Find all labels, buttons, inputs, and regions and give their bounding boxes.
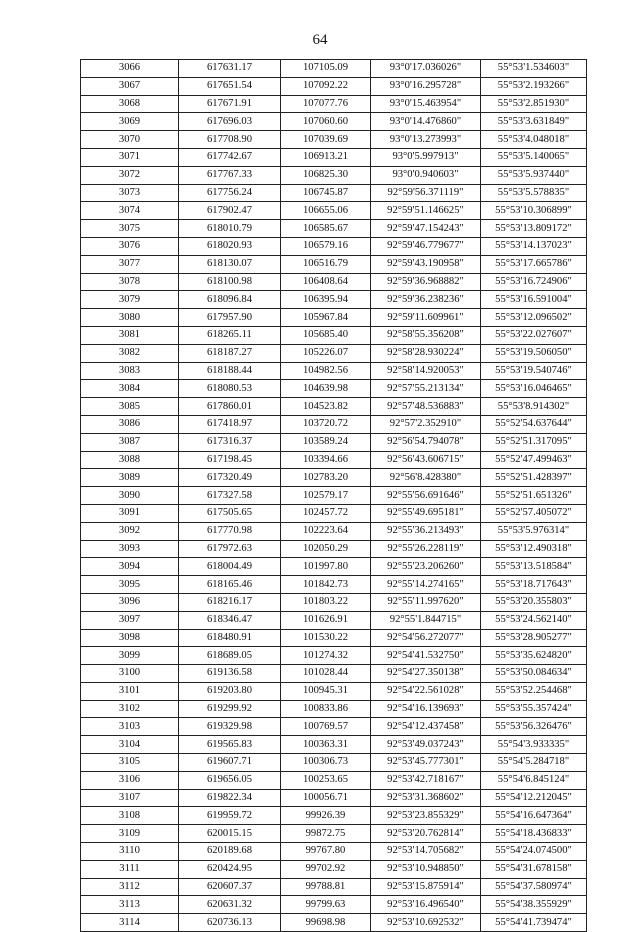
y-coordinate-cell: 102457.72 bbox=[281, 504, 371, 522]
longitude-cell: 92°53'15.875914" bbox=[371, 878, 481, 896]
table-row bbox=[81, 807, 587, 825]
latitude-cell: 55°52'57.405072" bbox=[481, 504, 587, 522]
point-number-cell: 3077 bbox=[81, 255, 179, 273]
latitude-cell: 55°54'37.580974" bbox=[481, 878, 587, 896]
table-row bbox=[81, 771, 587, 789]
x-coordinate-cell: 617756.24 bbox=[179, 184, 281, 202]
latitude-cell: 55°53'19.540746" bbox=[481, 362, 587, 380]
latitude-cell: 55°53'4.048018" bbox=[481, 131, 587, 149]
longitude-cell: 92°53'45.777301" bbox=[371, 754, 481, 772]
table-row bbox=[81, 700, 587, 718]
y-coordinate-cell: 106408.64 bbox=[281, 273, 371, 291]
y-coordinate-cell: 106585.67 bbox=[281, 220, 371, 238]
x-coordinate-cell: 618080.53 bbox=[179, 380, 281, 398]
x-coordinate-cell: 620631.32 bbox=[179, 896, 281, 914]
longitude-cell: 92°57'55.213134" bbox=[371, 380, 481, 398]
longitude-cell: 93°0'5.997913" bbox=[371, 148, 481, 166]
table-row bbox=[81, 593, 587, 611]
point-number-cell: 3073 bbox=[81, 184, 179, 202]
point-number-cell: 3080 bbox=[81, 309, 179, 327]
table-row bbox=[81, 825, 587, 843]
point-number-cell: 3103 bbox=[81, 718, 179, 736]
x-coordinate-cell: 618100.98 bbox=[179, 273, 281, 291]
x-coordinate-cell: 617770.98 bbox=[179, 522, 281, 540]
coordinates-table-body bbox=[81, 60, 587, 932]
latitude-cell: 55°53'10.306899" bbox=[481, 202, 587, 220]
x-coordinate-cell: 617696.03 bbox=[179, 113, 281, 131]
y-coordinate-cell: 106395.94 bbox=[281, 291, 371, 309]
y-coordinate-cell: 106655.06 bbox=[281, 202, 371, 220]
x-coordinate-cell: 619329.98 bbox=[179, 718, 281, 736]
longitude-cell: 93°0'14.476860" bbox=[371, 113, 481, 131]
longitude-cell: 93°0'13.273993" bbox=[371, 131, 481, 149]
longitude-cell: 93°0'15.463954" bbox=[371, 95, 481, 113]
x-coordinate-cell: 619822.34 bbox=[179, 789, 281, 807]
latitude-cell: 55°53'56.326476" bbox=[481, 718, 587, 736]
latitude-cell: 55°54'12.212045" bbox=[481, 789, 587, 807]
longitude-cell: 92°58'28.930224" bbox=[371, 344, 481, 362]
y-coordinate-cell: 100363.31 bbox=[281, 736, 371, 754]
table-row bbox=[81, 558, 587, 576]
point-number-cell: 3098 bbox=[81, 629, 179, 647]
point-number-cell: 3107 bbox=[81, 789, 179, 807]
point-number-cell: 3085 bbox=[81, 398, 179, 416]
point-number-cell: 3069 bbox=[81, 113, 179, 131]
x-coordinate-cell: 618010.79 bbox=[179, 220, 281, 238]
table-row bbox=[81, 309, 587, 327]
x-coordinate-cell: 620189.68 bbox=[179, 843, 281, 861]
table-row bbox=[81, 255, 587, 273]
y-coordinate-cell: 103720.72 bbox=[281, 415, 371, 433]
table-row bbox=[81, 540, 587, 558]
x-coordinate-cell: 618165.46 bbox=[179, 576, 281, 594]
latitude-cell: 55°54'16.647364" bbox=[481, 807, 587, 825]
longitude-cell: 93°0'0.940603" bbox=[371, 166, 481, 184]
table-row bbox=[81, 291, 587, 309]
x-coordinate-cell: 617505.65 bbox=[179, 504, 281, 522]
y-coordinate-cell: 100769.57 bbox=[281, 718, 371, 736]
table-row bbox=[81, 754, 587, 772]
x-coordinate-cell: 620015.15 bbox=[179, 825, 281, 843]
longitude-cell: 92°57'48.536883" bbox=[371, 398, 481, 416]
latitude-cell: 55°53'20.355803" bbox=[481, 593, 587, 611]
x-coordinate-cell: 617902.47 bbox=[179, 202, 281, 220]
latitude-cell: 55°53'16.046465" bbox=[481, 380, 587, 398]
table-row bbox=[81, 166, 587, 184]
y-coordinate-cell: 99788.81 bbox=[281, 878, 371, 896]
y-coordinate-cell: 102579.17 bbox=[281, 487, 371, 505]
table-row bbox=[81, 362, 587, 380]
longitude-cell: 92°59'11.609961" bbox=[371, 309, 481, 327]
point-number-cell: 3096 bbox=[81, 593, 179, 611]
latitude-cell: 55°52'47.499463" bbox=[481, 451, 587, 469]
latitude-cell: 55°53'8.914302" bbox=[481, 398, 587, 416]
point-number-cell: 3095 bbox=[81, 576, 179, 594]
latitude-cell: 55°53'5.140065" bbox=[481, 148, 587, 166]
longitude-cell: 92°55'23.206260" bbox=[371, 558, 481, 576]
latitude-cell: 55°53'14.137023" bbox=[481, 237, 587, 255]
y-coordinate-cell: 99926.39 bbox=[281, 807, 371, 825]
point-number-cell: 3066 bbox=[81, 60, 179, 78]
latitude-cell: 55°53'13.809172" bbox=[481, 220, 587, 238]
point-number-cell: 3109 bbox=[81, 825, 179, 843]
x-coordinate-cell: 620424.95 bbox=[179, 860, 281, 878]
longitude-cell: 92°54'16.139693" bbox=[371, 700, 481, 718]
x-coordinate-cell: 618096.84 bbox=[179, 291, 281, 309]
x-coordinate-cell: 618020.93 bbox=[179, 237, 281, 255]
longitude-cell: 92°57'2.352910" bbox=[371, 415, 481, 433]
point-number-cell: 3081 bbox=[81, 326, 179, 344]
y-coordinate-cell: 101842.73 bbox=[281, 576, 371, 594]
x-coordinate-cell: 618480.91 bbox=[179, 629, 281, 647]
x-coordinate-cell: 617671.91 bbox=[179, 95, 281, 113]
y-coordinate-cell: 99702.92 bbox=[281, 860, 371, 878]
latitude-cell: 55°52'51.651326" bbox=[481, 487, 587, 505]
x-coordinate-cell: 620736.13 bbox=[179, 914, 281, 932]
point-number-cell: 3093 bbox=[81, 540, 179, 558]
longitude-cell: 92°53'23.855329" bbox=[371, 807, 481, 825]
longitude-cell: 92°54'41.532750" bbox=[371, 647, 481, 665]
table-row bbox=[81, 344, 587, 362]
latitude-cell: 55°52'51.317095" bbox=[481, 433, 587, 451]
y-coordinate-cell: 99698.98 bbox=[281, 914, 371, 932]
point-number-cell: 3072 bbox=[81, 166, 179, 184]
point-number-cell: 3099 bbox=[81, 647, 179, 665]
table-row bbox=[81, 504, 587, 522]
latitude-cell: 55°54'5.284718" bbox=[481, 754, 587, 772]
y-coordinate-cell: 102050.29 bbox=[281, 540, 371, 558]
y-coordinate-cell: 106825.30 bbox=[281, 166, 371, 184]
longitude-cell: 92°56'43.606715" bbox=[371, 451, 481, 469]
point-number-cell: 3086 bbox=[81, 415, 179, 433]
y-coordinate-cell: 100833.86 bbox=[281, 700, 371, 718]
point-number-cell: 3074 bbox=[81, 202, 179, 220]
latitude-cell: 55°54'38.355929" bbox=[481, 896, 587, 914]
y-coordinate-cell: 106516.79 bbox=[281, 255, 371, 273]
point-number-cell: 3082 bbox=[81, 344, 179, 362]
y-coordinate-cell: 99799.63 bbox=[281, 896, 371, 914]
table-row bbox=[81, 326, 587, 344]
x-coordinate-cell: 618346.47 bbox=[179, 611, 281, 629]
latitude-cell: 55°52'51.428397" bbox=[481, 469, 587, 487]
table-row bbox=[81, 184, 587, 202]
x-coordinate-cell: 617316.37 bbox=[179, 433, 281, 451]
table-row bbox=[81, 113, 587, 131]
point-number-cell: 3078 bbox=[81, 273, 179, 291]
latitude-cell: 55°53'18.717643" bbox=[481, 576, 587, 594]
latitude-cell: 55°53'12.096502" bbox=[481, 309, 587, 327]
longitude-cell: 92°55'14.274165" bbox=[371, 576, 481, 594]
table-row bbox=[81, 860, 587, 878]
table-row bbox=[81, 220, 587, 238]
latitude-cell: 55°53'2.193266" bbox=[481, 77, 587, 95]
table-row bbox=[81, 682, 587, 700]
latitude-cell: 55°53'22.027607" bbox=[481, 326, 587, 344]
longitude-cell: 92°55'49.695181" bbox=[371, 504, 481, 522]
latitude-cell: 55°53'5.937440" bbox=[481, 166, 587, 184]
x-coordinate-cell: 617327.58 bbox=[179, 487, 281, 505]
x-coordinate-cell: 619656.05 bbox=[179, 771, 281, 789]
point-number-cell: 3091 bbox=[81, 504, 179, 522]
latitude-cell: 55°53'12.490318" bbox=[481, 540, 587, 558]
table-row bbox=[81, 202, 587, 220]
page-number: 64 bbox=[312, 32, 328, 48]
x-coordinate-cell: 617631.17 bbox=[179, 60, 281, 78]
longitude-cell: 93°0'17.036026" bbox=[371, 60, 481, 78]
longitude-cell: 92°59'56.371119" bbox=[371, 184, 481, 202]
x-coordinate-cell: 618130.07 bbox=[179, 255, 281, 273]
x-coordinate-cell: 618188.44 bbox=[179, 362, 281, 380]
point-number-cell: 3090 bbox=[81, 487, 179, 505]
point-number-cell: 3112 bbox=[81, 878, 179, 896]
point-number-cell: 3110 bbox=[81, 843, 179, 861]
point-number-cell: 3084 bbox=[81, 380, 179, 398]
y-coordinate-cell: 101626.91 bbox=[281, 611, 371, 629]
point-number-cell: 3087 bbox=[81, 433, 179, 451]
y-coordinate-cell: 105226.07 bbox=[281, 344, 371, 362]
latitude-cell: 55°53'50.084634" bbox=[481, 665, 587, 683]
longitude-cell: 92°58'14.920053" bbox=[371, 362, 481, 380]
point-number-cell: 3079 bbox=[81, 291, 179, 309]
longitude-cell: 92°54'27.350138" bbox=[371, 665, 481, 683]
point-number-cell: 3075 bbox=[81, 220, 179, 238]
longitude-cell: 92°53'16.496540" bbox=[371, 896, 481, 914]
latitude-cell: 55°54'41.739474" bbox=[481, 914, 587, 932]
longitude-cell: 92°59'47.154243" bbox=[371, 220, 481, 238]
latitude-cell: 55°53'35.624820" bbox=[481, 647, 587, 665]
point-number-cell: 3105 bbox=[81, 754, 179, 772]
table-row bbox=[81, 415, 587, 433]
longitude-cell: 92°59'51.146625" bbox=[371, 202, 481, 220]
y-coordinate-cell: 106579.16 bbox=[281, 237, 371, 255]
point-number-cell: 3100 bbox=[81, 665, 179, 683]
latitude-cell: 55°53'5.976314" bbox=[481, 522, 587, 540]
table-row bbox=[81, 647, 587, 665]
longitude-cell: 92°59'36.238236" bbox=[371, 291, 481, 309]
y-coordinate-cell: 100056.71 bbox=[281, 789, 371, 807]
table-row bbox=[81, 487, 587, 505]
latitude-cell: 55°53'13.518584" bbox=[481, 558, 587, 576]
latitude-cell: 55°53'3.631849" bbox=[481, 113, 587, 131]
y-coordinate-cell: 101997.80 bbox=[281, 558, 371, 576]
point-number-cell: 3111 bbox=[81, 860, 179, 878]
longitude-cell: 92°53'20.762814" bbox=[371, 825, 481, 843]
longitude-cell: 92°55'26.228119" bbox=[371, 540, 481, 558]
point-number-cell: 3102 bbox=[81, 700, 179, 718]
table-row bbox=[81, 60, 587, 78]
y-coordinate-cell: 100945.31 bbox=[281, 682, 371, 700]
table-row bbox=[81, 451, 587, 469]
table-row bbox=[81, 629, 587, 647]
latitude-cell: 55°53'16.724906" bbox=[481, 273, 587, 291]
longitude-cell: 92°55'36.213493" bbox=[371, 522, 481, 540]
latitude-cell: 55°54'3.933335" bbox=[481, 736, 587, 754]
x-coordinate-cell: 619607.71 bbox=[179, 754, 281, 772]
point-number-cell: 3068 bbox=[81, 95, 179, 113]
latitude-cell: 55°53'2.851930" bbox=[481, 95, 587, 113]
longitude-cell: 92°55'56.691646" bbox=[371, 487, 481, 505]
y-coordinate-cell: 101274.32 bbox=[281, 647, 371, 665]
longitude-cell: 92°53'14.705682" bbox=[371, 843, 481, 861]
y-coordinate-cell: 105685.40 bbox=[281, 326, 371, 344]
x-coordinate-cell: 619299.92 bbox=[179, 700, 281, 718]
table-row bbox=[81, 718, 587, 736]
longitude-cell: 92°59'46.779677" bbox=[371, 237, 481, 255]
point-number-cell: 3101 bbox=[81, 682, 179, 700]
table-row bbox=[81, 878, 587, 896]
latitude-cell: 55°54'24.074500" bbox=[481, 843, 587, 861]
x-coordinate-cell: 617957.90 bbox=[179, 309, 281, 327]
latitude-cell: 55°54'18.436833" bbox=[481, 825, 587, 843]
x-coordinate-cell: 618187.27 bbox=[179, 344, 281, 362]
table-row bbox=[81, 131, 587, 149]
longitude-cell: 92°53'10.692532" bbox=[371, 914, 481, 932]
y-coordinate-cell: 104639.98 bbox=[281, 380, 371, 398]
point-number-cell: 3097 bbox=[81, 611, 179, 629]
y-coordinate-cell: 107077.76 bbox=[281, 95, 371, 113]
point-number-cell: 3104 bbox=[81, 736, 179, 754]
x-coordinate-cell: 617767.33 bbox=[179, 166, 281, 184]
latitude-cell: 55°53'24.562140" bbox=[481, 611, 587, 629]
x-coordinate-cell: 618265.11 bbox=[179, 326, 281, 344]
table-row bbox=[81, 843, 587, 861]
latitude-cell: 55°53'55.357424" bbox=[481, 700, 587, 718]
latitude-cell: 55°54'31.678158" bbox=[481, 860, 587, 878]
y-coordinate-cell: 107092.22 bbox=[281, 77, 371, 95]
point-number-cell: 3108 bbox=[81, 807, 179, 825]
latitude-cell: 55°53'1.534603" bbox=[481, 60, 587, 78]
table-row bbox=[81, 611, 587, 629]
table-row bbox=[81, 433, 587, 451]
table-row bbox=[81, 148, 587, 166]
x-coordinate-cell: 617860.01 bbox=[179, 398, 281, 416]
point-number-cell: 3083 bbox=[81, 362, 179, 380]
longitude-cell: 92°54'12.437458" bbox=[371, 718, 481, 736]
longitude-cell: 92°53'42.718167" bbox=[371, 771, 481, 789]
table-row bbox=[81, 95, 587, 113]
y-coordinate-cell: 104523.82 bbox=[281, 398, 371, 416]
point-number-cell: 3076 bbox=[81, 237, 179, 255]
y-coordinate-cell: 105967.84 bbox=[281, 309, 371, 327]
x-coordinate-cell: 619136.58 bbox=[179, 665, 281, 683]
table-row bbox=[81, 398, 587, 416]
point-number-cell: 3067 bbox=[81, 77, 179, 95]
table-row bbox=[81, 469, 587, 487]
point-number-cell: 3092 bbox=[81, 522, 179, 540]
y-coordinate-cell: 100306.73 bbox=[281, 754, 371, 772]
table-row bbox=[81, 522, 587, 540]
point-number-cell: 3089 bbox=[81, 469, 179, 487]
point-number-cell: 3114 bbox=[81, 914, 179, 932]
longitude-cell: 92°54'22.561028" bbox=[371, 682, 481, 700]
longitude-cell: 92°58'55.356208" bbox=[371, 326, 481, 344]
y-coordinate-cell: 100253.65 bbox=[281, 771, 371, 789]
longitude-cell: 92°55'1.844715" bbox=[371, 611, 481, 629]
table-row bbox=[81, 77, 587, 95]
y-coordinate-cell: 107060.60 bbox=[281, 113, 371, 131]
table-row bbox=[81, 576, 587, 594]
y-coordinate-cell: 101803.22 bbox=[281, 593, 371, 611]
point-number-cell: 3071 bbox=[81, 148, 179, 166]
latitude-cell: 55°53'16.591004" bbox=[481, 291, 587, 309]
coordinates-table bbox=[80, 59, 587, 932]
y-coordinate-cell: 106745.87 bbox=[281, 184, 371, 202]
y-coordinate-cell: 101530.22 bbox=[281, 629, 371, 647]
x-coordinate-cell: 617418.97 bbox=[179, 415, 281, 433]
y-coordinate-cell: 99872.75 bbox=[281, 825, 371, 843]
latitude-cell: 55°53'19.506050" bbox=[481, 344, 587, 362]
longitude-cell: 92°59'43.190958" bbox=[371, 255, 481, 273]
longitude-cell: 92°53'10.948850" bbox=[371, 860, 481, 878]
point-number-cell: 3088 bbox=[81, 451, 179, 469]
longitude-cell: 92°56'54.794078" bbox=[371, 433, 481, 451]
y-coordinate-cell: 102783.20 bbox=[281, 469, 371, 487]
x-coordinate-cell: 617320.49 bbox=[179, 469, 281, 487]
x-coordinate-cell: 619565.83 bbox=[179, 736, 281, 754]
y-coordinate-cell: 101028.44 bbox=[281, 665, 371, 683]
y-coordinate-cell: 102223.64 bbox=[281, 522, 371, 540]
table-row bbox=[81, 665, 587, 683]
y-coordinate-cell: 106913.21 bbox=[281, 148, 371, 166]
latitude-cell: 55°53'5.578835" bbox=[481, 184, 587, 202]
longitude-cell: 92°54'56.272077" bbox=[371, 629, 481, 647]
y-coordinate-cell: 107105.09 bbox=[281, 60, 371, 78]
x-coordinate-cell: 619959.72 bbox=[179, 807, 281, 825]
latitude-cell: 55°53'17.665786" bbox=[481, 255, 587, 273]
longitude-cell: 92°56'8.428380" bbox=[371, 469, 481, 487]
point-number-cell: 3106 bbox=[81, 771, 179, 789]
longitude-cell: 92°59'36.968882" bbox=[371, 273, 481, 291]
x-coordinate-cell: 620607.37 bbox=[179, 878, 281, 896]
x-coordinate-cell: 617198.45 bbox=[179, 451, 281, 469]
y-coordinate-cell: 99767.80 bbox=[281, 843, 371, 861]
point-number-cell: 3113 bbox=[81, 896, 179, 914]
latitude-cell: 55°54'6.845124" bbox=[481, 771, 587, 789]
y-coordinate-cell: 104982.56 bbox=[281, 362, 371, 380]
table-row bbox=[81, 914, 587, 932]
table-row bbox=[81, 273, 587, 291]
x-coordinate-cell: 617708.90 bbox=[179, 131, 281, 149]
table-row bbox=[81, 736, 587, 754]
point-number-cell: 3070 bbox=[81, 131, 179, 149]
longitude-cell: 92°53'49.037243" bbox=[371, 736, 481, 754]
latitude-cell: 55°53'28.905277" bbox=[481, 629, 587, 647]
table-row bbox=[81, 380, 587, 398]
y-coordinate-cell: 103394.66 bbox=[281, 451, 371, 469]
x-coordinate-cell: 617742.67 bbox=[179, 148, 281, 166]
y-coordinate-cell: 107039.69 bbox=[281, 131, 371, 149]
x-coordinate-cell: 618216.17 bbox=[179, 593, 281, 611]
x-coordinate-cell: 617651.54 bbox=[179, 77, 281, 95]
table-row bbox=[81, 237, 587, 255]
x-coordinate-cell: 617972.63 bbox=[179, 540, 281, 558]
latitude-cell: 55°52'54.637644" bbox=[481, 415, 587, 433]
table-row bbox=[81, 789, 587, 807]
longitude-cell: 92°55'11.997620" bbox=[371, 593, 481, 611]
x-coordinate-cell: 618689.05 bbox=[179, 647, 281, 665]
longitude-cell: 93°0'16.295728" bbox=[371, 77, 481, 95]
x-coordinate-cell: 619203.80 bbox=[179, 682, 281, 700]
latitude-cell: 55°53'52.254468" bbox=[481, 682, 587, 700]
y-coordinate-cell: 103589.24 bbox=[281, 433, 371, 451]
point-number-cell: 3094 bbox=[81, 558, 179, 576]
longitude-cell: 92°53'31.368602" bbox=[371, 789, 481, 807]
x-coordinate-cell: 618004.49 bbox=[179, 558, 281, 576]
